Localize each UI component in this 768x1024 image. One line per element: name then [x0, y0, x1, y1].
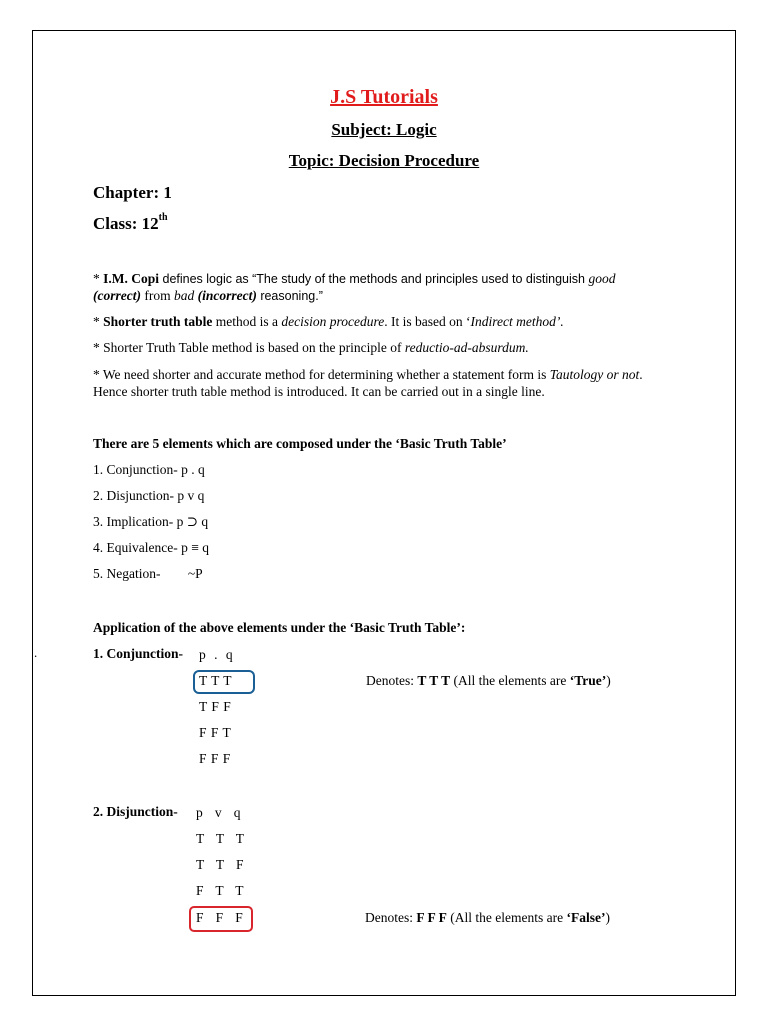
application-heading: Application of the above elements under the ‘Basic Truth Table’:	[93, 620, 466, 635]
conjunction-denotes	[366, 673, 611, 689]
word-good: good	[588, 271, 616, 286]
p3-text: * Shorter Truth Table method is based on the principle of	[93, 340, 405, 355]
class-label	[93, 214, 168, 234]
denotes-value: F F F	[416, 910, 447, 925]
denotes-end: )	[605, 910, 610, 925]
disjunction-denotes	[365, 910, 610, 926]
element-label: 5. Negation-	[93, 566, 164, 581]
intro-paragraph-4	[93, 366, 643, 383]
intro-paragraph-3	[93, 339, 529, 356]
definition-text: defines logic as “The study of the methods and principles used to distinguish	[159, 272, 589, 286]
class-suffix: th	[158, 212, 168, 224]
intro-paragraph-1	[93, 270, 615, 288]
disjunction-row: T T F	[196, 857, 245, 872]
element-label: 2. Disjunction-	[93, 488, 178, 503]
conjunction-label: 1. Conjunction-	[93, 646, 184, 661]
bullet-star: *	[93, 271, 104, 286]
tautology-term: Tautology or not	[549, 367, 640, 382]
denotes-prefix: Denotes:	[365, 910, 417, 925]
word-incorrect: (incorrect)	[197, 288, 257, 303]
margin-dot: .	[34, 645, 38, 660]
word-bad: bad	[173, 288, 195, 303]
element-formula: p . q	[181, 462, 205, 477]
element-label: 3. Implication-	[93, 514, 177, 529]
denotes-text: (All the elements are	[450, 673, 570, 688]
bullet-star: *	[93, 314, 104, 329]
element-formula: p ⊃ q	[176, 514, 209, 529]
conjunction-row: T F F	[199, 699, 232, 714]
element-item	[93, 514, 208, 530]
element-item	[93, 540, 209, 556]
indirect-method-term: Indirect method’.	[470, 314, 564, 329]
denotes-value: T T T	[417, 673, 451, 688]
disjunction-row: T T T	[196, 831, 245, 846]
conjunction-header: p . q	[199, 647, 234, 662]
intro-paragraph-4-line-2: Hence shorter truth table method is introduced. It can be carried out in a single line.	[93, 384, 545, 399]
page-border	[32, 30, 736, 996]
disjunction-row: F T T	[196, 883, 245, 898]
topic-heading: Topic: Decision Procedure	[288, 151, 480, 170]
denotes-end: )	[606, 673, 611, 688]
word-from: from	[140, 288, 174, 303]
denotes-keyword: ‘False’	[566, 910, 606, 925]
element-label: 1. Conjunction-	[93, 462, 182, 477]
shorter-truth-table-term: Shorter truth table	[103, 314, 213, 329]
disjunction-row: F F F	[196, 910, 244, 925]
disjunction-header: p v q	[196, 805, 241, 820]
subject-heading: Subject: Logic	[331, 120, 437, 139]
decision-procedure-term: decision procedure	[281, 314, 385, 329]
chapter-label: Chapter: 1	[93, 183, 172, 202]
disjunction-label: 2. Disjunction-	[93, 804, 178, 819]
definition-end: reasoning.”	[256, 289, 323, 303]
intro-paragraph-2	[93, 313, 564, 330]
p4-dot: .	[639, 367, 643, 382]
p2-text-2: . It is based on ‘	[384, 314, 471, 329]
denotes-text: (All the elements are	[446, 910, 567, 925]
class-text: Class: 12	[93, 214, 159, 233]
intro-paragraph-1-line-2	[93, 287, 323, 305]
element-item	[93, 488, 204, 504]
conjunction-row: F F T	[199, 725, 232, 740]
element-item	[93, 566, 203, 582]
element-formula: p ≡ q	[181, 540, 209, 555]
denotes-prefix: Denotes:	[366, 673, 418, 688]
reductio-term: reductio-ad-absurdum.	[404, 340, 529, 355]
elements-heading: There are 5 elements which are composed under the ‘Basic Truth Table’	[93, 436, 507, 451]
conjunction-row: F F F	[199, 751, 231, 766]
denotes-keyword: ‘True’	[569, 673, 607, 688]
element-label: 4. Equivalence-	[93, 540, 182, 555]
brand-title: J.S Tutorials	[330, 86, 438, 108]
word-correct: (correct)	[93, 288, 141, 303]
element-formula: ~P	[187, 566, 203, 581]
p4-text: * We need shorter and accurate method for determining whether a statement form is	[93, 367, 550, 382]
author-name: I.M. Copi	[103, 271, 160, 286]
conjunction-row: T T T	[199, 673, 233, 688]
p2-text: method is a	[212, 314, 282, 329]
element-formula: p v q	[177, 488, 205, 503]
element-item	[93, 462, 205, 478]
